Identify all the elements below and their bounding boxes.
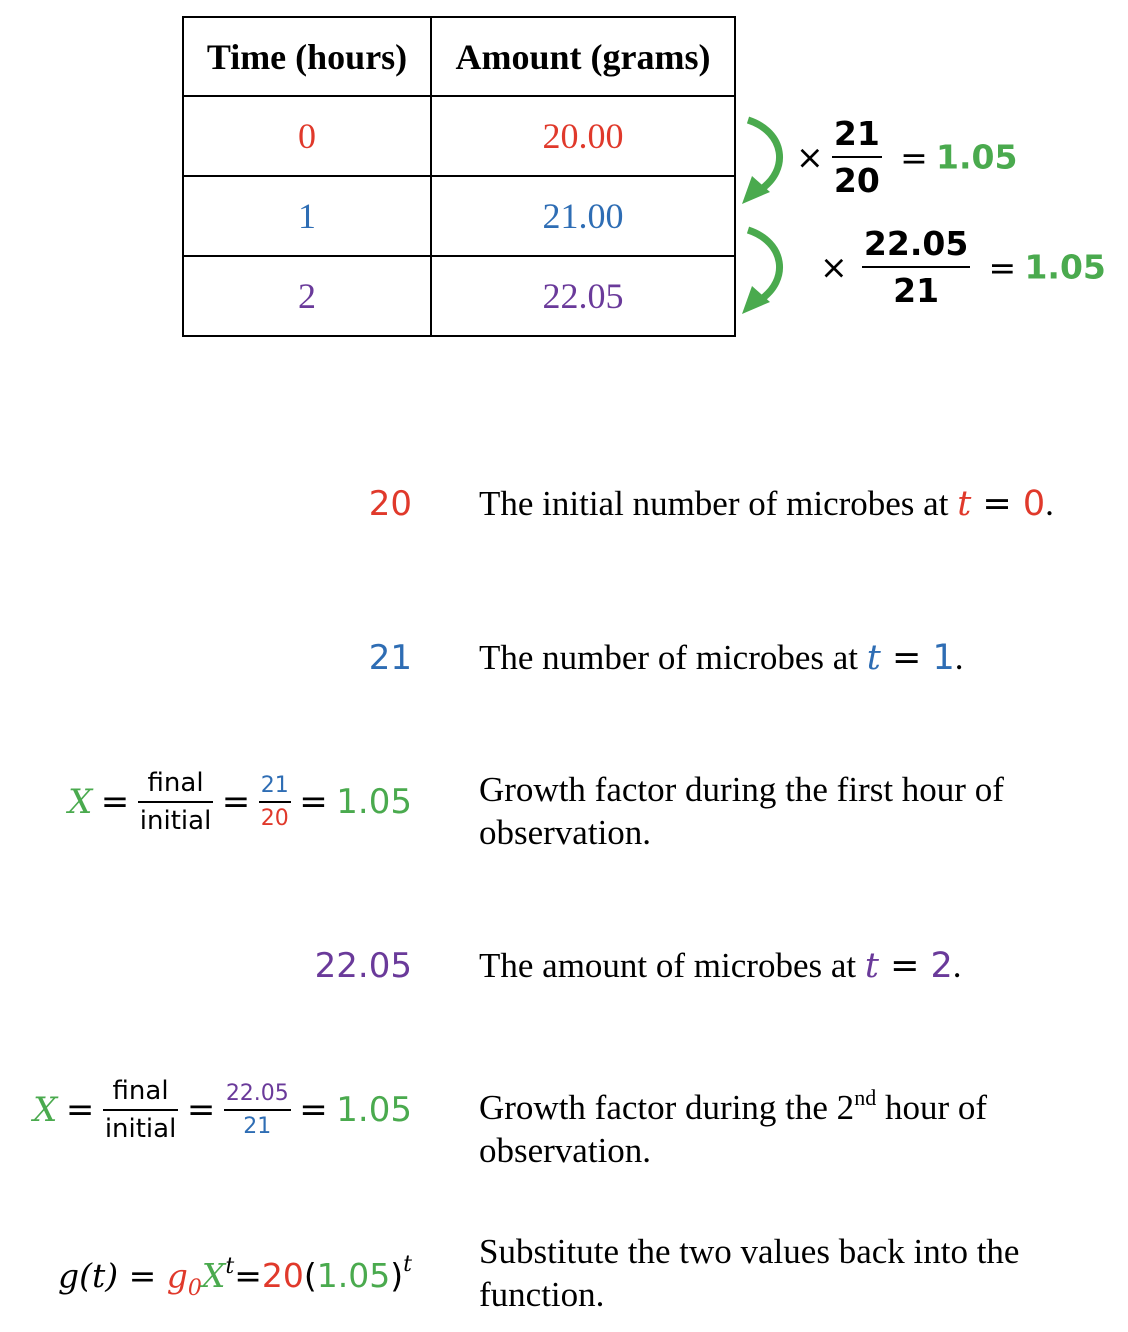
growth-factor-equation-2 [33, 1076, 412, 1144]
growth-factor-result: 1.05 [336, 1090, 412, 1130]
left-paren: ( [303, 1256, 317, 1295]
equals-sign: = [299, 782, 328, 822]
exponential-function [58, 1252, 412, 1301]
times-sign: × [820, 247, 848, 287]
ratio-annotation-2 [820, 224, 1106, 310]
variable-t: t [866, 638, 881, 678]
ratio-result: 1.05 [1024, 247, 1106, 287]
amount-cell: 20.00 [431, 96, 735, 176]
ratio-fraction [862, 224, 970, 310]
row-3-description: Growth factor during the first hour of observation. [479, 770, 1004, 852]
fraction-numerator: 22.05 [225, 1081, 289, 1106]
variable-t: t [864, 946, 879, 986]
data-table [182, 16, 736, 337]
t-value: 2 [930, 946, 953, 986]
fraction-denominator: 21 [893, 271, 940, 310]
numerator-word: final [112, 1076, 169, 1106]
equals-sign: = [971, 484, 1023, 524]
row-6-description: Substitute the two values back into the function. [479, 1232, 1020, 1314]
equals-sign: = [880, 638, 933, 678]
description-text: The number of microbes at [479, 638, 867, 677]
column-header-time: Time (hours) [183, 17, 431, 96]
row-1-description [479, 482, 1109, 526]
ordinal-suffix: nd [854, 1085, 877, 1110]
description-text: Growth factor during the 2 [479, 1088, 855, 1127]
time-cell: 0 [183, 96, 431, 176]
growth-base: 1.05 [316, 1256, 391, 1295]
table-header-row [183, 17, 735, 96]
time-cell: 1 [183, 176, 431, 256]
ratio-result: 1.05 [936, 137, 1018, 177]
row-5-description [479, 1076, 1109, 1172]
final-over-initial [103, 1076, 179, 1144]
final-over-initial [138, 768, 214, 836]
description-text: The initial number of microbes at [479, 484, 958, 523]
equals-sign: = [65, 1090, 95, 1130]
growth-factor-equation-1 [68, 768, 412, 836]
row-4-description [479, 944, 1109, 988]
equals-sign: = [900, 137, 928, 177]
denominator-word: initial [104, 1114, 177, 1144]
description-text: hour of observation. [479, 1088, 987, 1170]
second-value: 21 [368, 638, 412, 678]
table-row [183, 96, 735, 176]
equals-sign: = [186, 1090, 216, 1130]
equals-sign: = [878, 946, 931, 986]
fraction-denominator: 20 [260, 806, 289, 831]
t-value: 1 [932, 638, 955, 678]
function-lhs: g(t) = [58, 1256, 167, 1295]
equals-sign: = [234, 1256, 262, 1295]
equals-sign: = [299, 1090, 328, 1130]
amount-cell: 22.05 [431, 256, 735, 336]
table-row [183, 256, 735, 336]
amount-cell: 21.00 [431, 176, 735, 256]
third-value: 22.05 [314, 946, 412, 986]
ratio-fraction [832, 114, 882, 200]
curved-arrow-icon [740, 112, 800, 207]
fraction-numerator: 22.05 [863, 224, 969, 263]
variable-X: X [68, 782, 93, 822]
exponent-t: t [403, 1252, 412, 1277]
fraction-numerator: 21 [260, 773, 289, 798]
row-2-description [479, 636, 1109, 680]
variable-t: t [957, 484, 972, 524]
exponent-t: t [225, 1254, 235, 1279]
times-sign: × [796, 137, 824, 177]
table-row [183, 176, 735, 256]
variable-X: X [201, 1256, 226, 1295]
t-value: 0 [1022, 484, 1046, 524]
period: . [954, 638, 964, 677]
ratio-annotation-1 [796, 114, 1017, 200]
fraction-denominator: 21 [243, 1114, 272, 1139]
value-fraction [224, 1081, 291, 1139]
numerator-word: final [147, 768, 204, 798]
growth-factor-result: 1.05 [336, 782, 412, 822]
initial-value: 20 [368, 484, 412, 524]
time-cell: 2 [183, 256, 431, 336]
value-fraction [259, 773, 291, 831]
period: . [952, 946, 962, 985]
curved-arrow-icon [740, 222, 800, 317]
right-paren: ) [390, 1256, 404, 1295]
initial-constant: 20 [261, 1256, 304, 1295]
equals-sign: = [100, 782, 130, 822]
fraction-denominator: 20 [833, 161, 880, 200]
equals-sign: = [988, 247, 1017, 287]
fraction-numerator: 21 [833, 114, 880, 153]
description-text: The amount of microbes at [479, 946, 865, 985]
column-header-amount: Amount (grams) [431, 17, 735, 96]
variable-X: X [33, 1090, 58, 1130]
initial-g0: $g_0$ [166, 1256, 202, 1301]
denominator-word: initial [139, 806, 212, 836]
equals-sign: = [221, 782, 251, 822]
period: . [1045, 484, 1054, 523]
